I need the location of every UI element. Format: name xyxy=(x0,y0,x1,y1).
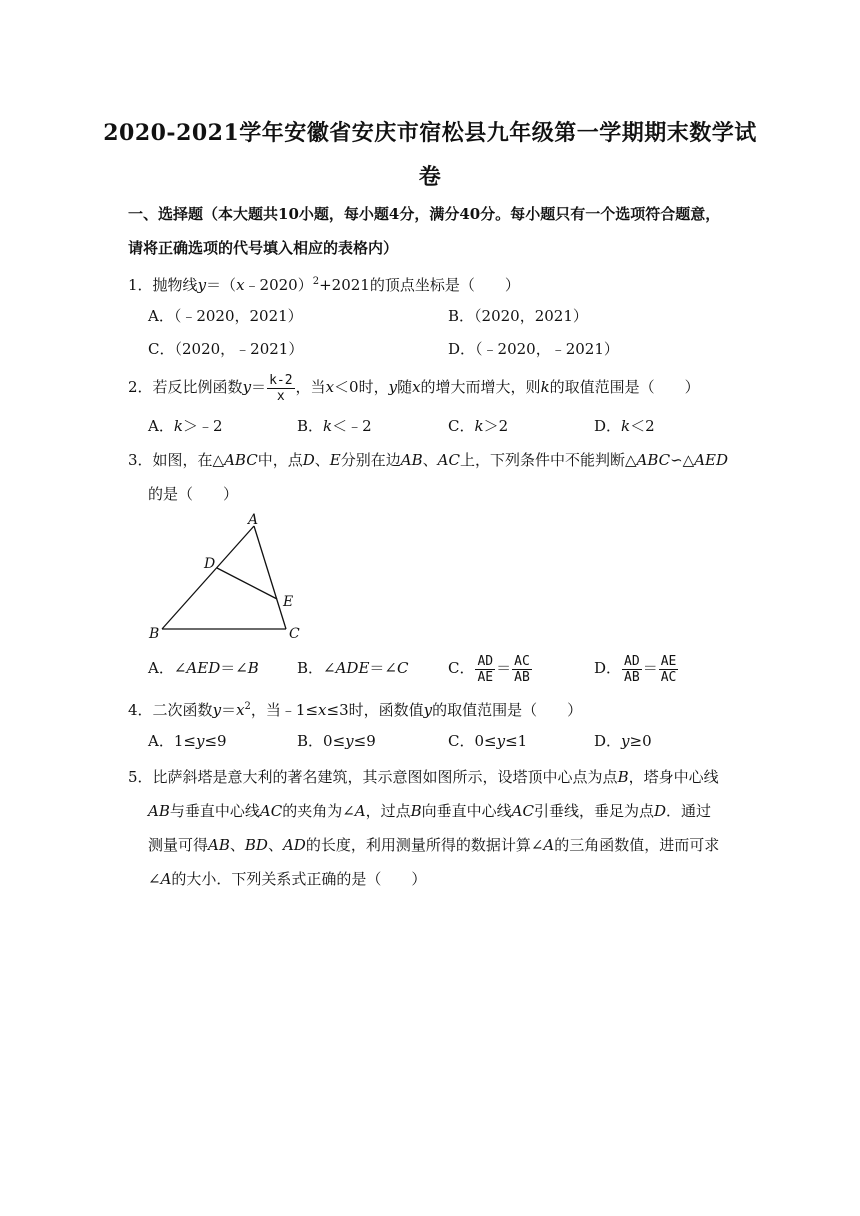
var-k: k xyxy=(540,378,550,396)
var-x: x xyxy=(236,276,245,294)
triangle-figure xyxy=(140,508,310,644)
q3-text: 分别在边 xyxy=(340,451,401,469)
q3-option-c: C． $\frac{AD}{AE}$ ＝ $\frac{AC}{AB}$ xyxy=(448,653,530,685)
point-d: D xyxy=(302,451,315,469)
q3-option-b: B．∠ADE＝∠C xyxy=(297,659,409,677)
similar-sign: ∽△ xyxy=(670,451,695,469)
q3-line2: 的是（ ） xyxy=(148,485,239,503)
question-2 xyxy=(128,370,700,404)
q4-option-c: C．0≤y≤1 xyxy=(448,732,528,750)
triangle-abc: ABC xyxy=(224,451,258,469)
q2-option-a: A．k＞﹣2 xyxy=(148,417,223,435)
var-x: x xyxy=(236,701,245,719)
exponent: 2 xyxy=(312,276,320,287)
q1-text: 抛物线 xyxy=(152,276,198,294)
q2-option-c: C．k＞2 xyxy=(448,417,509,435)
side-ac: AC xyxy=(437,451,460,469)
triangle-abc: ABC xyxy=(636,451,671,469)
question-number: 1． xyxy=(128,276,153,294)
var-y: y xyxy=(423,701,433,719)
fraction-k-minus-2-over-x xyxy=(267,373,294,404)
q4-text: 二次函数 xyxy=(152,701,213,719)
question-5-line1: 5．比萨斜塔是意大利的著名建筑，其示意图如图所示，设塔顶中心点为点B，塔身中心线 xyxy=(128,768,719,786)
q1-option-d: D．（﹣2020，﹣2021） xyxy=(448,340,619,358)
var-x: x xyxy=(325,378,335,396)
q2-text: 若反比例函数 xyxy=(152,378,243,396)
label-e: E xyxy=(283,594,294,610)
var-y: y xyxy=(388,378,398,396)
q2-text: ，当 xyxy=(295,378,326,396)
label-a: A xyxy=(248,512,259,528)
q1-text: +2021的顶点坐标是（ ） xyxy=(319,276,520,294)
q3-text: 如图，在△ xyxy=(152,451,225,469)
question-number: 3． xyxy=(128,451,153,469)
q4-option-b: B．0≤y≤9 xyxy=(297,732,376,750)
q4-text: ≤3时，函数值 xyxy=(326,701,424,719)
triangle-aed: AED xyxy=(694,451,729,469)
var-y: y xyxy=(242,378,252,396)
q1-text: ﹣2020） xyxy=(244,276,313,294)
q1-text: ＝（ xyxy=(206,276,237,294)
q3-text: 上，下列条件中不能判断△ xyxy=(459,451,637,469)
label-b: B xyxy=(149,626,160,642)
q4-option-a: A．1≤y≤9 xyxy=(148,732,227,750)
var-x: x xyxy=(412,378,421,396)
side-ab-line xyxy=(162,526,254,629)
question-number: 4． xyxy=(128,701,153,719)
q2-text: ＜0时， xyxy=(334,378,389,396)
question-3 xyxy=(128,450,728,470)
q1-option-a: A．（﹣2020，2021） xyxy=(148,307,303,325)
q2-option-b: B．k＜﹣2 xyxy=(297,417,372,435)
q1-option-c: C．（2020，﹣2021） xyxy=(148,340,304,358)
point-e: E xyxy=(329,451,341,469)
exam-title-line1: 2020-2021学年安徽省安庆市宿松县九年级第一学期期末数学试 xyxy=(103,120,757,146)
q3-option-a: A．∠AED＝∠B xyxy=(148,659,259,677)
var-y: y xyxy=(197,276,207,294)
equals-sign: ＝ xyxy=(251,378,267,396)
q3-text: 、 xyxy=(314,451,330,469)
side-ab: AB xyxy=(400,451,423,469)
side-ac-line xyxy=(254,526,286,629)
question-5-line2: AB与垂直中心线AC的夹角为∠A，过点B向垂直中心线AC引垂线，垂足为点D．通过 xyxy=(148,802,712,820)
var-y: y xyxy=(212,701,222,719)
question-5-line3: 测量可得AB、BD、AD的长度，利用测量所得的数据计算∠A的三角函数值，进而可求 xyxy=(148,836,720,854)
question-4 xyxy=(128,697,582,720)
q3-option-d: D． $\frac{AD}{AB}$ ＝ $\frac{AE}{AC}$ xyxy=(594,653,677,685)
var-x: x xyxy=(318,701,327,719)
q2-text: 随 xyxy=(397,378,413,396)
question-5-line4: ∠A的大小．下列关系式正确的是（ ） xyxy=(148,870,427,888)
q3-text: 、 xyxy=(422,451,438,469)
question-number: 5． xyxy=(128,768,153,786)
label-c: C xyxy=(289,626,300,642)
label-d: D xyxy=(204,556,216,572)
question-number: 2． xyxy=(128,378,153,396)
q3-text: 中，点 xyxy=(257,451,303,469)
section-heading-line1: 一、选择题（本大题共10小题，每小题4分，满分40分。每小题只有一个选项符合题意， xyxy=(128,205,721,223)
question-1 xyxy=(128,272,520,295)
q4-option-d: D．y≥0 xyxy=(594,732,652,750)
q4-text: ＝ xyxy=(221,701,237,719)
fraction-numerator: k-2 xyxy=(269,372,293,388)
q2-text: 的增大而增大，则 xyxy=(420,378,541,396)
q4-text: 的取值范围是（ ） xyxy=(432,701,583,719)
q2-text: 的取值范围是（ ） xyxy=(549,378,700,396)
section-heading-line2: 请将正确选项的代号填入相应的表格内） xyxy=(128,239,399,257)
q1-option-b: B．（2020，2021） xyxy=(448,307,588,325)
fraction-denominator: x xyxy=(276,388,285,404)
q2-option-d: D．k＜2 xyxy=(594,417,655,435)
q4-text: ，当﹣1≤ xyxy=(250,701,319,719)
exam-title-line2: 卷 xyxy=(418,164,442,190)
exponent: 2 xyxy=(244,701,251,712)
